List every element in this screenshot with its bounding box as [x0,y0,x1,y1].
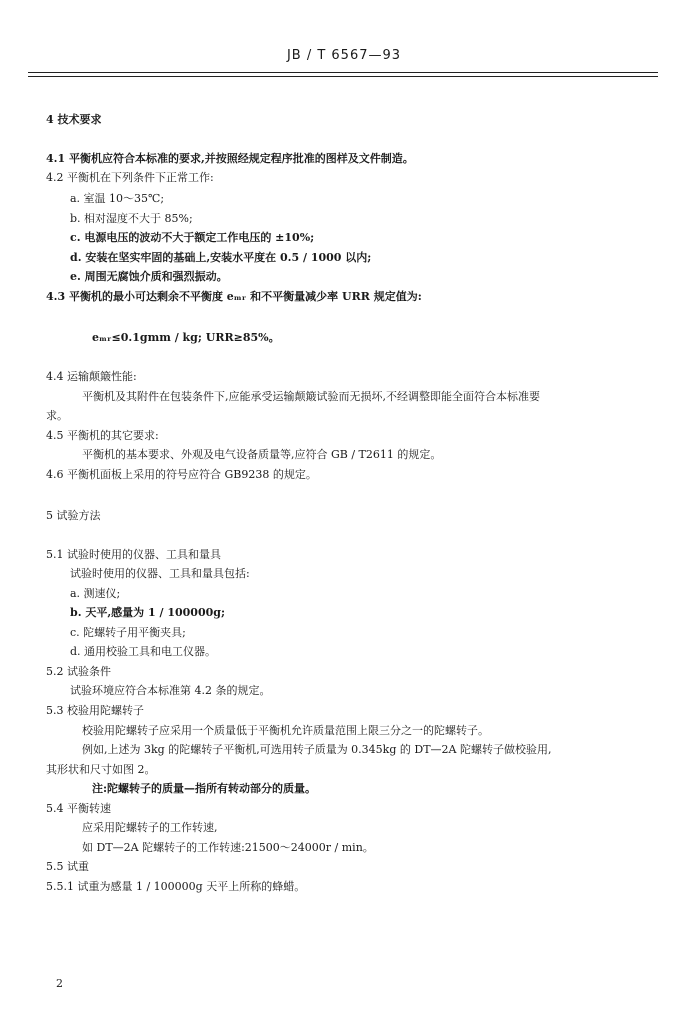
list-item: d. 通用校验工具和电工仪器。 [70,645,217,658]
list-item: b. 天平,感量为 1 / 100000g; [70,606,226,619]
clause-4-5: 4.5 平衡机的其它要求: [46,429,159,442]
clause-5-1: 5.1 试验时使用的仪器、工具和量具 [46,548,221,561]
clause-4-4: 4.4 运输颠簸性能: [46,370,137,383]
list-item: a. 测速仪; [70,587,121,600]
clause-4-6: 4.6 平衡机面板上采用的符号应符合 GB9238 的规定。 [46,468,317,481]
clause-5-4: 5.4 平衡转速 [46,802,111,815]
formula-line: eₘᵣ≤0.1gmm / kg; URR≥85%。 [92,331,280,344]
paragraph-line: 应采用陀螺转子的工作转速, [82,821,218,834]
clause-4-1: 4.1 平衡机应符合本标准的要求,并按照经规定程序批准的图样及文件制造。 [46,152,414,165]
header-rule-thin [28,76,658,77]
paragraph-line: 如 DT—2A 陀螺转子的工作转速:21500～24000r / min。 [82,841,374,854]
paragraph-line: 其形状和尺寸如图 2。 [46,763,156,776]
paragraph-line: 平衡机的基本要求、外观及电气设备质量等,应符合 GB / T2611 的规定。 [82,448,442,461]
list-item: e. 周围无腐蚀介质和强烈振动。 [70,270,228,283]
page-number: 2 [56,977,63,990]
paragraph-line: 平衡机及其附件在包装条件下,应能承受运输颠簸试验而无损坏,不经调整即能全面符合本标准要 [82,390,540,403]
list-item: c. 电源电压的波动不大于额定工作电压的 ±10%; [70,231,315,244]
list-item: b. 相对湿度不大于 85%; [70,212,193,225]
paragraph-line: 试验时使用的仪器、工具和量具包括: [70,567,250,580]
paragraph-line: 校验用陀螺转子应采用一个质量低于平衡机允许质量范围上限三分之一的陀螺转子。 [82,724,489,737]
header-rule [28,72,658,73]
section-heading-4: 4 技术要求 [46,113,102,126]
list-item: d. 安装在坚实牢固的基础上,安装水平度在 0.5 / 1000 以内; [70,251,372,264]
note-line: 注:陀螺转子的质量—指所有转动部分的质量。 [92,782,317,795]
clause-5-2: 5.2 试验条件 [46,665,111,678]
list-item: a. 室温 10～35℃; [70,192,165,205]
clause-5-3: 5.3 校验用陀螺转子 [46,704,144,717]
paragraph-line: 试验环境应符合本标准第 4.2 条的规定。 [70,684,271,697]
section-heading-5: 5 试验方法 [46,509,101,522]
clause-5-5: 5.5 试重 [46,860,89,873]
clause-5-5-1: 5.5.1 试重为感量 1 / 100000g 天平上所称的蜂蜡。 [46,880,306,893]
standard-code-header: JB / T 6567—93 [286,48,402,63]
clause-4-2: 4.2 平衡机在下列条件下正常工作: [46,171,214,184]
paragraph-line: 例如,上述为 3kg 的陀螺转子平衡机,可选用转子质量为 0.345kg 的 DT—2A 陀螺转子做校验用, [82,743,552,756]
paragraph-line: 求。 [46,409,68,422]
clause-4-3: 4.3 平衡机的最小可达剩余不平衡度 eₘᵣ 和不平衡量减少率 URR 规定值为: [46,290,422,303]
list-item: c. 陀螺转子用平衡夹具; [70,626,186,639]
